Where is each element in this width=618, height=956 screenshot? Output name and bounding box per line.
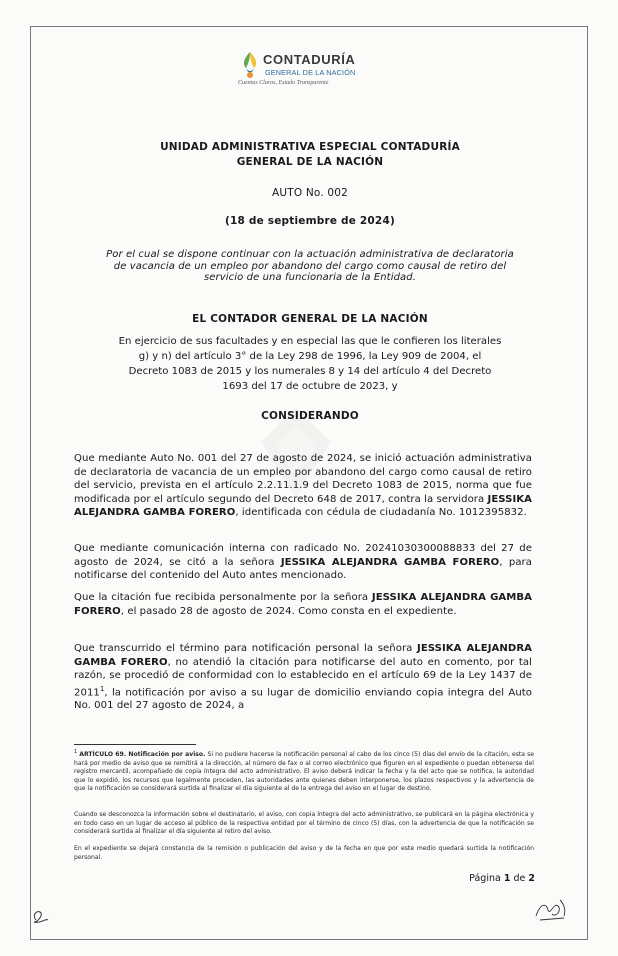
paragraph-1-text-a: Que mediante Auto No. 001 del 27 de agosto de 2024, se inició actuación administrativa de declaratoria de vacancia de un empleo por abandono del cargo como causal de retiro del servicio, prevista en el artículo 2.2.11.1.9 del Decreto 1083 de 2015, norma que fue modificada por el artículo segundo del Decreto 648 de 2017, contra la servidora <box>74 453 532 505</box>
paragraph-4-text-b: , no atendió la citación para notificarse del auto en comento, por tal razón, se procedió de conformidad con lo establecido en el artículo 69 de la Ley 1437 de 2011 <box>74 656 532 698</box>
paragraph-1-name: JESSIKA ALEJANDRA GAMBA FORERO <box>74 493 532 518</box>
footnote-text-1: Si no pudiere hacerse la notificación personal al cabo de los cinco (5) días del envío de la citación, esta se hará por medio de aviso que se remitirá a la dirección, al número de fax o al correo electrónico que figuren en el expediente o puedan obtenerse del registro mercantil, acompañado de copia íntegra del acto administrativo. El aviso deberá indicar la fecha y la del acto que se notifica, la autoridad que lo expidió, los recursos que legalmente proceden, las autoridades ante quienes deben interponerse, los plazos respectivos y la advertencia de que la notificación se considerará surtida al finalizar el día siguiente al de la entrega del aviso en el lugar de destino. <box>74 751 535 793</box>
signature-icon <box>530 896 570 926</box>
footnote-rule <box>74 744 196 745</box>
paragraph-3 <box>74 591 532 618</box>
document-subject <box>70 249 550 284</box>
paragraph-3-text-b: , el pasado 28 de agosto de 2024. Como consta en el expediente. <box>120 605 457 617</box>
paragraph-3-text-a: Que la citación fue recibida personalmente por la señora <box>74 592 372 603</box>
document-date: (18 de septiembre de 2024) <box>225 215 395 227</box>
paragraph-3-name: JESSIKA ALEJANDRA GAMBA FORERO <box>74 592 532 617</box>
paragraph-2 <box>74 542 532 583</box>
powers-line-1: En ejercicio de sus facultades y en especial las que le confieren los literales <box>118 336 502 347</box>
logo-mark-icon <box>238 50 262 80</box>
footnote-title: ARTÍCULO 69. Notificación por aviso. <box>79 751 206 759</box>
entity-logo <box>238 50 378 92</box>
paragraph-4-name: JESSIKA ALEJANDRA GAMBA FORERO <box>74 643 533 668</box>
initial-mark-icon <box>30 906 52 926</box>
auto-number: AUTO No. 002 <box>271 187 349 199</box>
authority-title: EL CONTADOR GENERAL DE LA NACIÓN <box>192 313 428 325</box>
subject-line-3: servicio de una funcionaria de la Entidad. <box>204 272 416 283</box>
powers-line-4: 1693 del 17 de octubre de 2023, y <box>222 381 398 392</box>
powers-block <box>70 334 550 394</box>
subject-line-1: Por el cual se dispone continuar con la actuación administrativa de declaratoria <box>106 249 514 260</box>
powers-line-2: g) y n) del artículo 3° de la Ley 298 de 1996, la Ley 909 de 2004, el <box>138 351 482 362</box>
page-number <box>430 873 535 884</box>
powers-line-3: Decreto 1083 de 2015 y los numerales 8 y 14 del artículo 4 del Decreto <box>128 366 492 377</box>
footnote-ref: 1 <box>99 684 105 693</box>
footnote-3: En el expediente se dejará constancia de la remisión o publicación del aviso y de la fecha en que por este medio quedará surtida la notificación personal. <box>74 845 534 861</box>
paragraph-4-text-a: Que transcurrido el término para notificación personal la señora <box>74 643 418 654</box>
paragraph-2-text-b: , para notificarse del contenido del Auto antes mencionado. <box>74 556 532 581</box>
paragraph-4-text-c: , la notificación por aviso a su lugar de domicilio enviando copia integra del Auto No. 001 del 27 agosto de 2024, a <box>74 686 532 712</box>
considering-title: CONSIDERANDO <box>261 410 359 422</box>
footnote-1 <box>74 748 534 794</box>
subject-line-2: de vacancia de un empleo por abandono del cargo como causal de retiro del <box>113 260 507 272</box>
page-number-total: 2 <box>528 873 535 884</box>
entity-name <box>70 140 550 170</box>
logo-tagline: Cuentas Claras, Estado Transparente <box>238 80 329 86</box>
paragraph-1-text-b: , identificada con cédula de ciudadanía No. 1012395832. <box>235 507 527 518</box>
paragraph-4 <box>74 642 532 713</box>
entity-line-2: GENERAL DE LA NACIÓN <box>236 156 384 168</box>
page-number-middle: de <box>510 873 529 884</box>
entity-line-1: UNIDAD ADMINISTRATIVA ESPECIAL CONTADURÍA <box>160 141 460 153</box>
logo-subname: GENERAL DE LA NACIÓN <box>265 68 356 77</box>
paragraph-2-text-a: Que mediante comunicación interna con radicado No. 20241030300088833 del 27 de agosto de 2024, se citó a la señora <box>74 543 532 568</box>
footnote-2: Cuando se desconozca la información sobre el destinatario, el aviso, con copia íntegra del acto administrativo, se publicará en la página electrónica y en todo caso en un lugar de acceso al público de la respectiva entidad por el término de cinco (5) días, con la advertencia de que la notificación se considerará surtida al finalizar el día siguiente al retiro del aviso. <box>74 811 534 836</box>
page-number-prefix: Página <box>469 873 504 884</box>
logo-name: CONTADURÍA <box>263 52 356 67</box>
page-number-current: 1 <box>503 873 511 884</box>
paragraph-1 <box>74 452 532 520</box>
paragraph-2-name: JESSIKA ALEJANDRA GAMBA FORERO <box>280 556 500 568</box>
footnote-number: 1 <box>74 749 78 755</box>
